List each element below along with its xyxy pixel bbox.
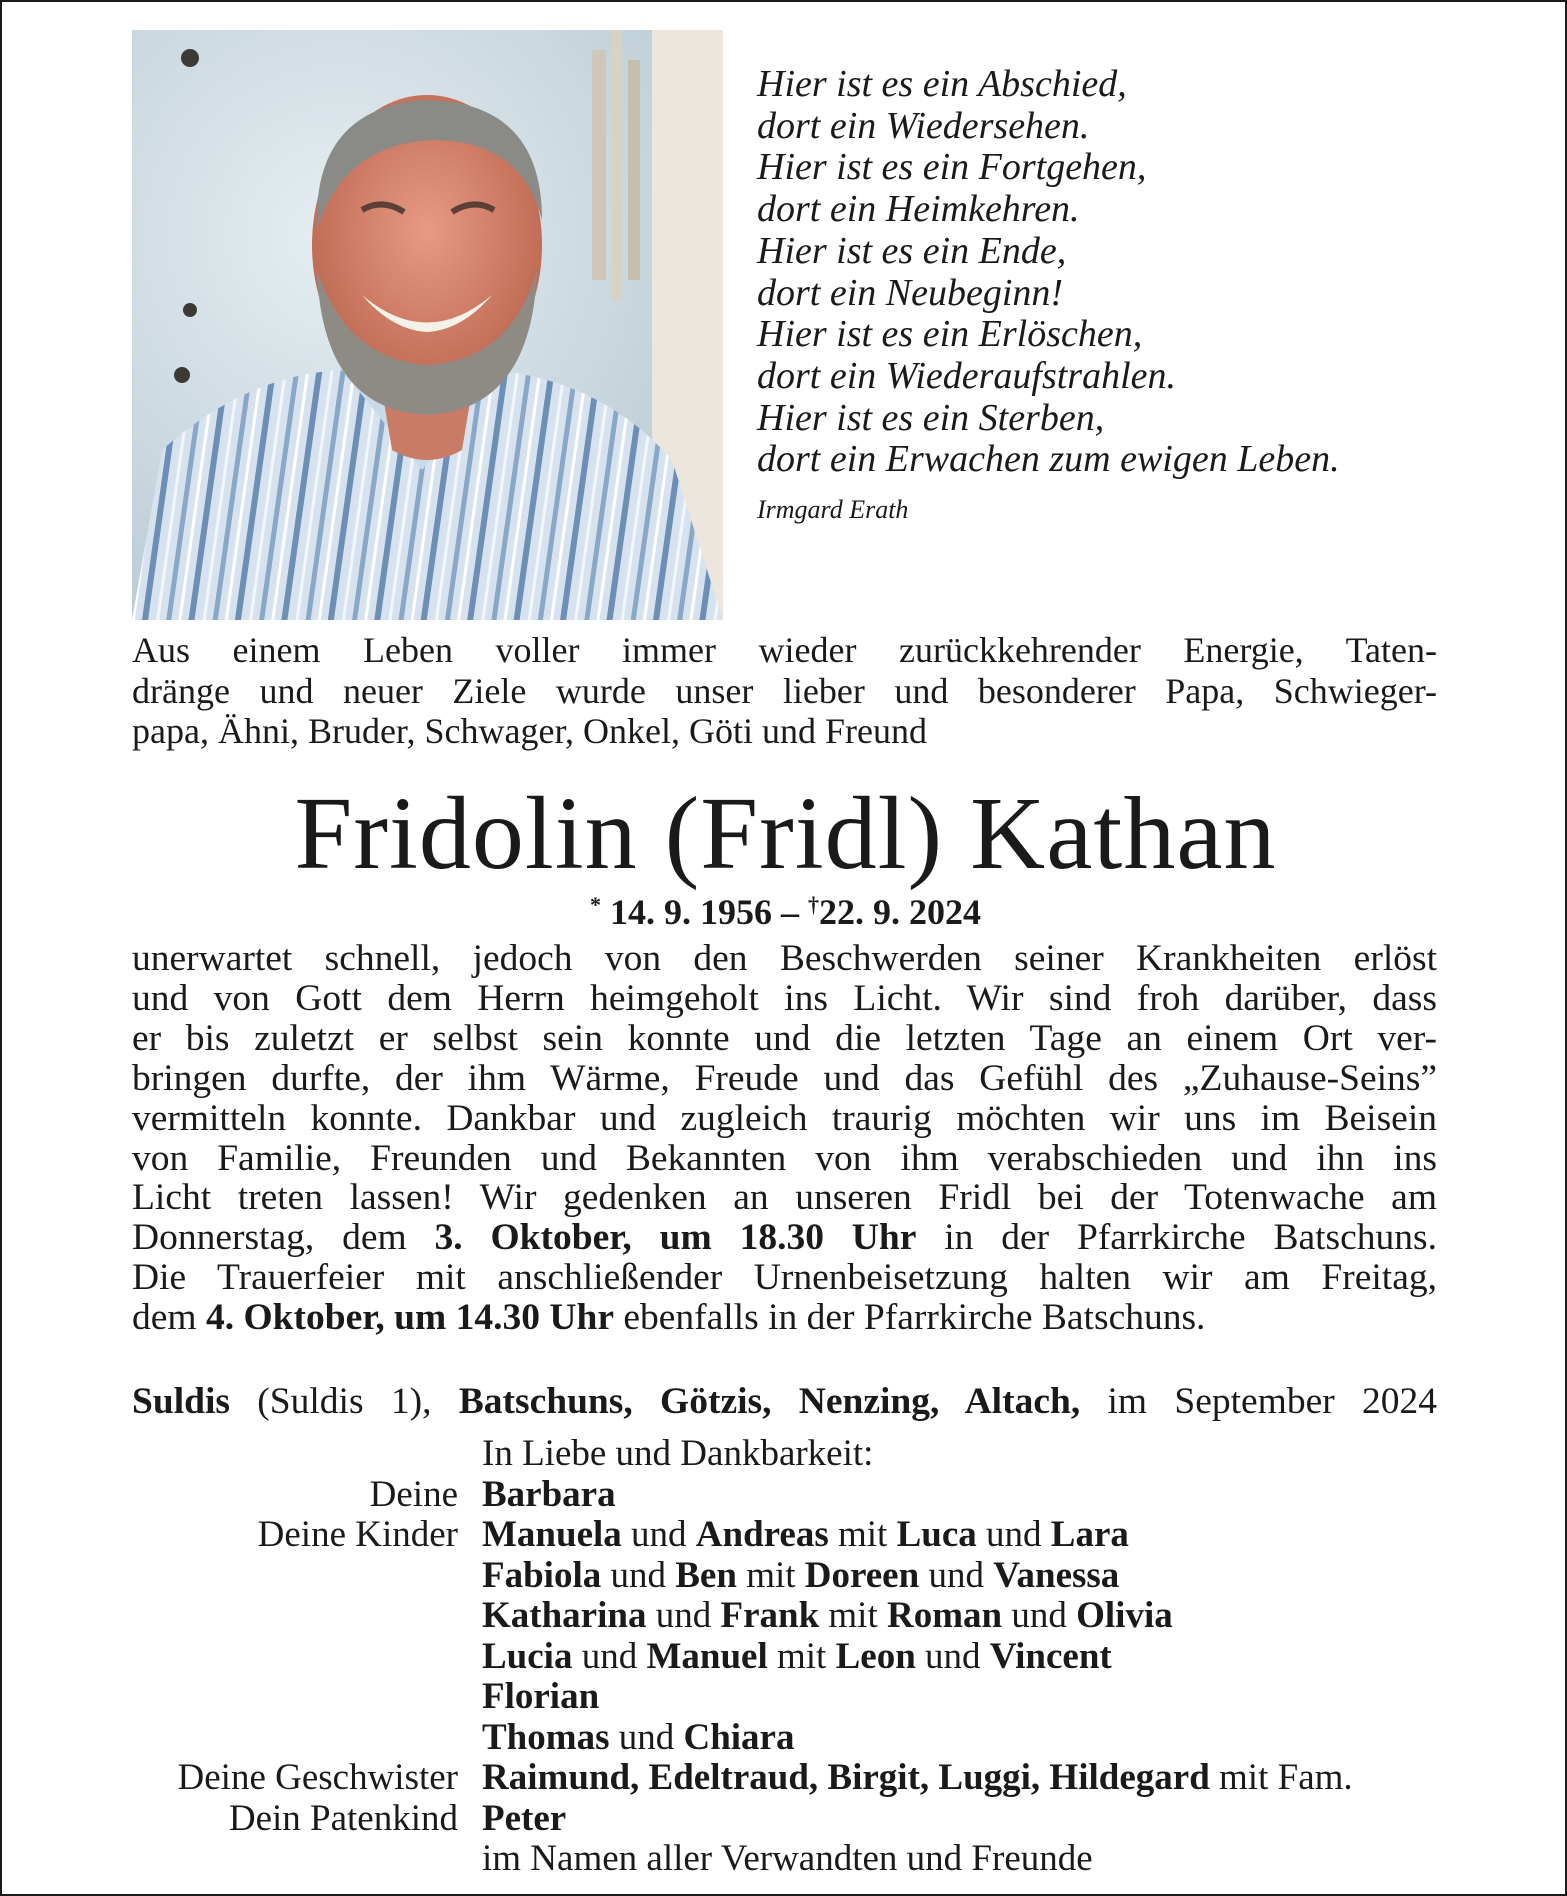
godchild-name: Peter: [482, 1797, 567, 1839]
connector: und: [976, 1514, 1051, 1555]
connector: und: [572, 1635, 647, 1677]
wake-datetime: 3. Oktober, um 18.30 Uhr: [434, 1217, 917, 1259]
signature-intro: In Liebe und Dankbarkeit:: [482, 1433, 874, 1474]
intro-line: dränge und neuer Ziele wurde unser lieber und besonderer Papa, Schwieger-: [132, 670, 1437, 711]
body-line: unerwartet schnell, jedoch von den Beschwerden seiner Krankheiten erlöst: [132, 938, 1437, 979]
signature-name: Barbara: [482, 1473, 616, 1515]
children-line: [482, 1718, 794, 1759]
poem-line: dort ein Wiedersehen.: [757, 104, 1090, 147]
intro-line: Aus einem Leben voller immer wieder zurückkehrender Energie, Taten-: [132, 630, 1437, 670]
intro-line: papa, Ähni, Bruder, Schwager, Onkel, Göti und Freund: [132, 711, 927, 751]
partner-name: Chiara: [683, 1716, 795, 1758]
connector: mit: [819, 1595, 887, 1636]
place-main: Suldis: [132, 1381, 230, 1422]
poem-line: Hier ist es ein Erlöschen,: [757, 313, 1143, 356]
body-line: und von Gott dem Herrn heimgeholt ins Licht. Wir sind froh darüber, dass: [132, 977, 1437, 1019]
body-line: vermitteln konnte. Dankbar und zugleich traurig möchten wir uns im Beisein: [132, 1097, 1437, 1139]
portrait-image: [132, 30, 723, 620]
signature-closing: im Namen aller Verwandten und Freunde: [482, 1838, 1093, 1879]
poem-author: Irmgard Erath: [757, 495, 909, 525]
children-line: [482, 1556, 1119, 1597]
poem-line: dort ein Neubeginn!: [757, 271, 1064, 314]
child-name: Florian: [482, 1676, 600, 1717]
partner-name: Ben: [675, 1554, 737, 1596]
poem-line: dort ein Wiederaufstrahlen.: [757, 354, 1177, 397]
poem-line: Hier ist es ein Abschied,: [757, 63, 1127, 105]
grandchild-name: Lara: [1050, 1514, 1129, 1555]
partner-name: Andreas: [695, 1514, 829, 1555]
connector: und: [1002, 1595, 1077, 1636]
child-name: Katharina: [482, 1595, 647, 1636]
grandchild-name: Vincent: [989, 1635, 1112, 1677]
children-line: [482, 1677, 599, 1718]
poem-line: Hier ist es ein Sterben,: [757, 396, 1105, 439]
birth-symbol: *: [590, 892, 601, 917]
funeral-datetime: 4. Oktober, um 14.30 Uhr: [205, 1297, 614, 1339]
connector: mit: [736, 1554, 805, 1596]
body-line: Die Trauerfeier mit anschließender Urnenbeisetzung halten wir am Freitag,: [132, 1257, 1437, 1299]
connector: und: [621, 1514, 696, 1555]
siblings-line: [482, 1758, 1353, 1799]
signature-label: Deine Kinder: [257, 1514, 458, 1555]
signature-row-siblings: [132, 1758, 1552, 1799]
death-symbol: †: [808, 892, 819, 917]
partner-name: Frank: [720, 1595, 820, 1636]
connector: und: [609, 1716, 684, 1758]
death-date: 22. 9. 2024: [819, 892, 981, 932]
signature-row-children: [132, 1718, 1552, 1759]
connector: mit: [828, 1514, 897, 1555]
place-address: (Suldis 1),: [230, 1381, 459, 1422]
connector: und: [919, 1554, 994, 1596]
poem-line: dort ein Erwachen zum ewigen Leben.: [757, 438, 1340, 481]
siblings-suffix: mit Fam.: [1209, 1757, 1353, 1798]
poem: [757, 64, 1537, 525]
poem-line: Hier ist es ein Fortgehen,: [757, 146, 1147, 189]
signature-row-children: [132, 1556, 1552, 1597]
birth-date: 14. 9. 1956: [610, 892, 772, 932]
poem-line: dort ein Heimkehren.: [757, 188, 1080, 231]
sibling-names: Raimund, Edeltraud, Birgit, Luggi, Hildegard: [482, 1757, 1210, 1798]
child-name: Thomas: [482, 1716, 610, 1758]
body-line: er bis zuletzt er selbst sein konnte und die letzten Tage an einem Ort ver-: [132, 1017, 1437, 1059]
signature-label: Dein Patenkind: [228, 1797, 458, 1839]
child-name: Fabiola: [482, 1554, 602, 1596]
signature-row-wife: [132, 1475, 1552, 1516]
deceased-name: Fridolin (Fridl) Kathan: [294, 776, 1277, 891]
place-date-line: [132, 1381, 1437, 1423]
intro-text: [132, 630, 1437, 752]
signature-row-children: [132, 1637, 1552, 1678]
signature-row-godchild: [132, 1799, 1552, 1840]
children-line: [482, 1637, 1112, 1678]
grandchild-name: Leon: [835, 1635, 916, 1677]
partner-name: Manuel: [646, 1635, 768, 1677]
body-line: Licht treten lassen! Wir gedenken an unseren Fridl bei der Totenwache am: [132, 1177, 1437, 1219]
signature-intro-row: [132, 1434, 1552, 1475]
signature-closing-row: [132, 1839, 1552, 1880]
wake-text-pre: Donnerstag, dem: [132, 1217, 435, 1259]
body-line-wake: [132, 1218, 1437, 1258]
grandchild-name: Roman: [887, 1595, 1003, 1636]
connector: und: [915, 1635, 990, 1677]
body-line: bringen durfte, der ihm Wärme, Freude und das Gefühl des „Zuhause-Seins”: [132, 1057, 1437, 1099]
child-name: Manuela: [482, 1514, 622, 1555]
wake-text-post: in der Pfarrkirche Batschuns.: [916, 1217, 1438, 1259]
date-separator: –: [781, 892, 799, 932]
body-line-funeral: [132, 1298, 1437, 1338]
funeral-text-post: ebenfalls in der Pfarrkirche Batschuns.: [613, 1297, 1206, 1339]
signatures: [132, 1434, 1552, 1880]
connector: mit: [767, 1635, 836, 1677]
children-line: [482, 1515, 1129, 1556]
body-line: von Familie, Freunden und Bekannten von ihm verabschieden und ihn ins: [132, 1137, 1437, 1179]
signature-label: Deine Geschwister: [177, 1757, 458, 1798]
children-line: [482, 1596, 1173, 1637]
portrait-photo: [132, 30, 723, 620]
grandchild-name: Luca: [896, 1514, 977, 1555]
connector: und: [601, 1554, 676, 1596]
grandchild-name: Olivia: [1076, 1595, 1173, 1636]
place-towns: Batschuns, Götzis, Nenzing, Altach,: [458, 1381, 1081, 1422]
signature-row-children: [132, 1596, 1552, 1637]
signature-row-children: [132, 1677, 1552, 1718]
poem-line: Hier ist es ein Ende,: [757, 229, 1067, 272]
signature-row-children: [132, 1515, 1552, 1556]
life-dates: [2, 885, 1567, 932]
grandchild-name: Doreen: [804, 1554, 920, 1596]
signature-label: Deine: [369, 1473, 458, 1515]
announcement-body: [132, 939, 1437, 1338]
child-name: Lucia: [482, 1635, 573, 1677]
funeral-text-pre: dem: [132, 1297, 206, 1339]
connector: und: [646, 1595, 721, 1636]
grandchild-name: Vanessa: [993, 1554, 1120, 1596]
place-date: im September 2024: [1080, 1381, 1437, 1422]
